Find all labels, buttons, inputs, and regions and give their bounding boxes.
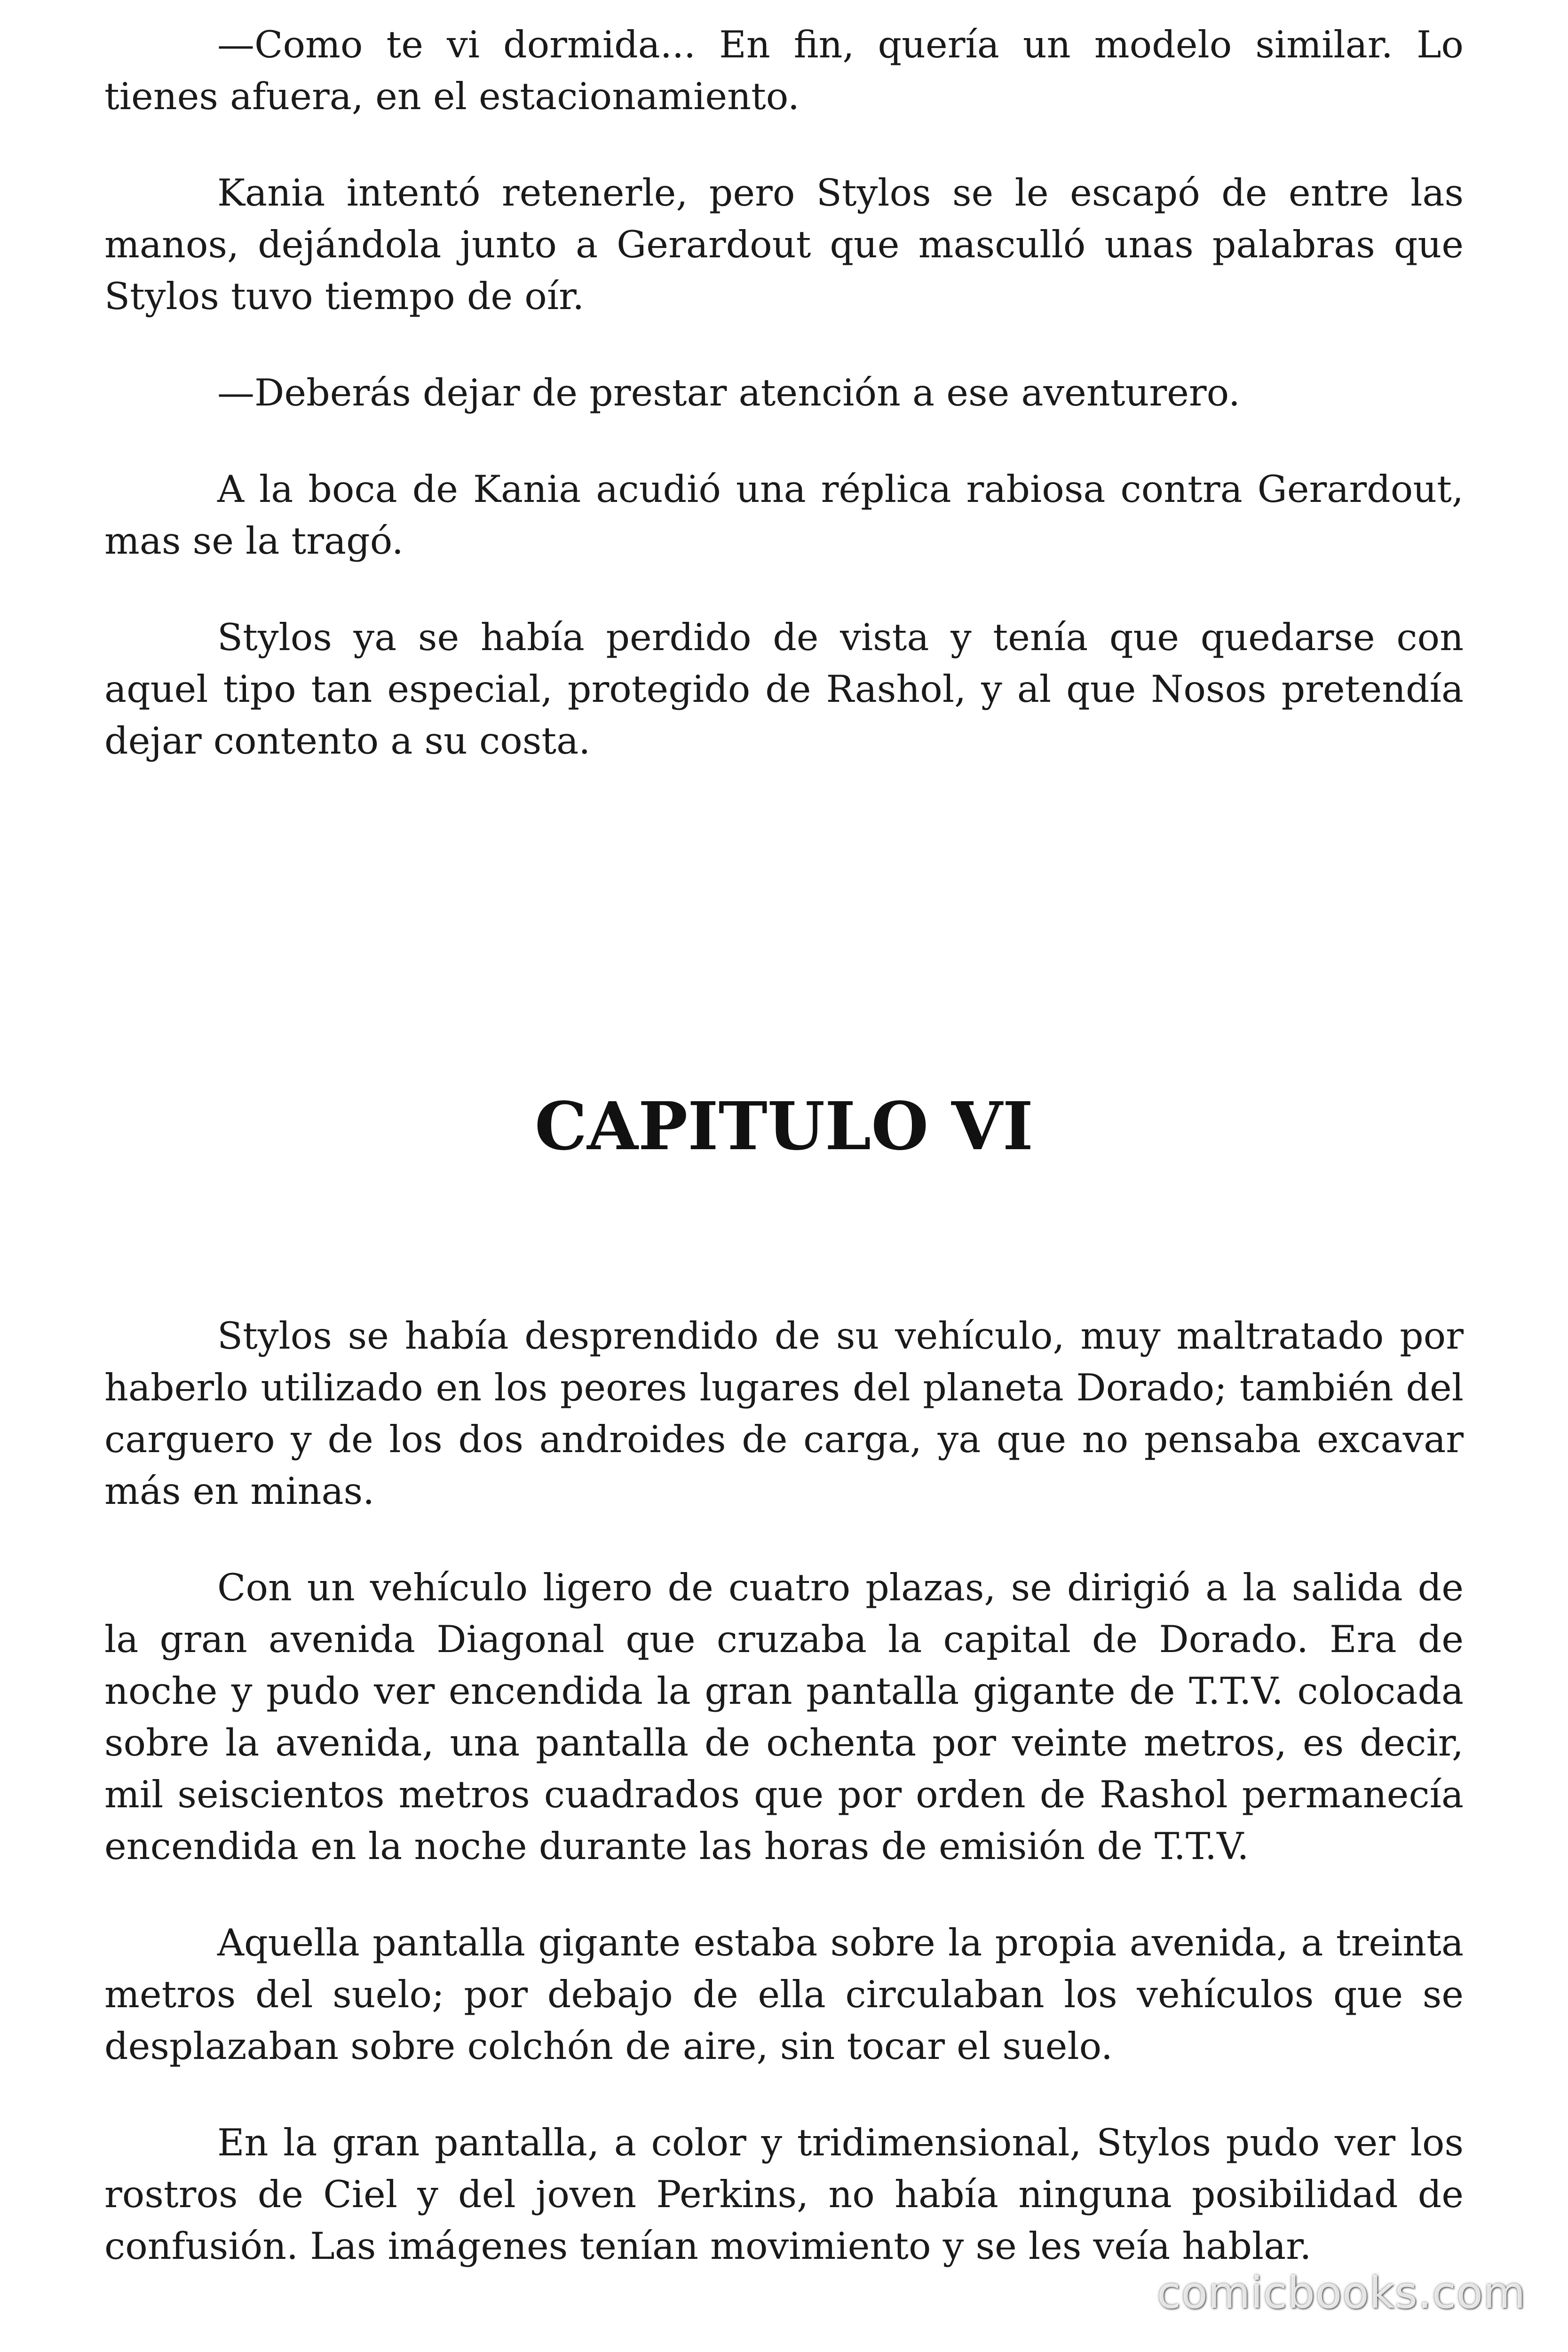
paragraph-pantalla-gigante: Aquella pantalla gigante estaba sobre la propia avenida, a treinta metros del suelo; por debajo de ella circulaban los vehículos que se desplazaban sobre colchón de aire, sin tocar el suelo. bbox=[104, 1921, 1464, 2068]
paragraph-dialogue-aventurero: —Deberás dejar de prestar atención a ese aventurero. bbox=[217, 371, 1240, 414]
paragraph-vehiculo: Stylos se había desprendido de su vehículo, muy maltratado por haberlo utilizado en los peores lugares del planeta Dorado; también del carguero y de los dos androides de carga, ya que no pensaba excavar más en minas. bbox=[104, 1314, 1464, 1513]
paragraph-stylos-perdido: Stylos ya se había perdido de vista y tenía que quedarse con aquel tipo tan especial, protegido de Rashol, y al que Nosos pretendía dejar contento a su costa. bbox=[104, 616, 1464, 763]
chapter-title: CAPITULO VI bbox=[534, 1088, 1034, 1165]
text-block-top bbox=[104, 19, 1464, 767]
paragraph-rostros: En la gran pantalla, a color y tridimensional, Stylos pudo ver los rostros de Ciel y del joven Perkins, no había ninguna posibilidad de confusión. Las imágenes tenían movimiento y se les veía hablar. bbox=[104, 2121, 1464, 2268]
watermark-text: comicbooks.com bbox=[1157, 2268, 1526, 2318]
paragraph-kania-retener: Kania intentó retenerle, pero Stylos se le escapó de entre las manos, dejándola junto a Gerardout que masculló unas palabras que Stylos tuvo tiempo de oír. bbox=[104, 171, 1464, 318]
paragraph-avenida-diagonal: Con un vehículo ligero de cuatro plazas, se dirigió a la salida de la gran avenida Diagonal que cruzaba la capital de Dorado. Era de noche y pudo ver encendida la gran pantalla gigante de T.T.V. colocada sobre la avenida, una pantalla de ochenta por veinte metros, es decir, mil seiscientos metros cuadrados que por orden de Rashol permanecía encendida en la noche durante las horas de emisión de T.T.V. bbox=[104, 1566, 1464, 1868]
paragraph-replica-rabiosa: A la boca de Kania acudió una réplica rabiosa contra Gerardout, mas se la tragó. bbox=[104, 468, 1464, 563]
text-block-bottom bbox=[104, 1310, 1464, 2272]
paragraph-dialogue-dormida: —Como te vi dormida... En fin, quería un modelo similar. Lo tienes afuera, en el estacionamiento. bbox=[104, 23, 1464, 118]
